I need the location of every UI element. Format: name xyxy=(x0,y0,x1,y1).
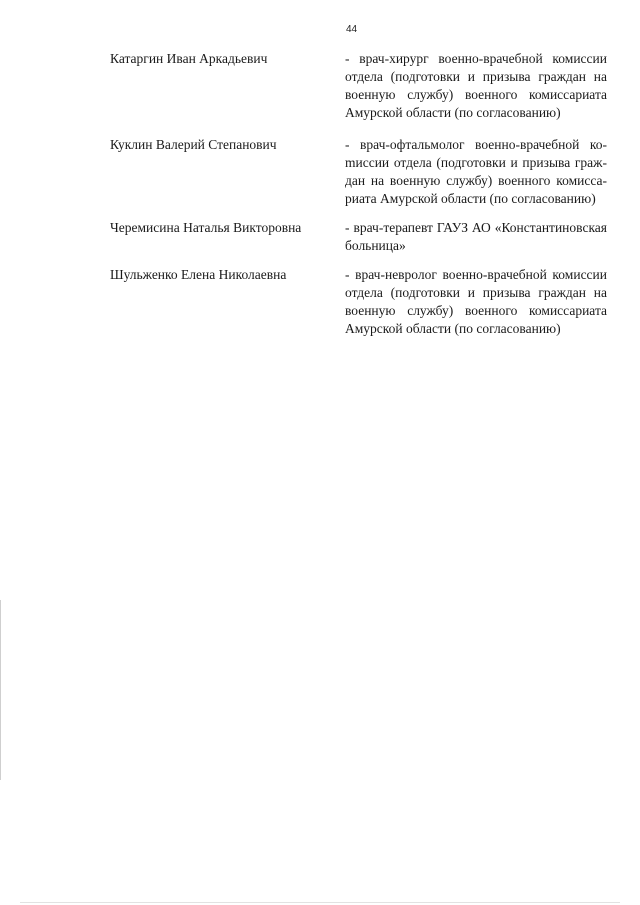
person-name: Черемисина Наталья Викторовна xyxy=(110,220,302,235)
person-role: - врач-терапевт ГАУЗ АО «Константиновская больница» xyxy=(345,220,607,253)
person-name: Катаргин Иван Аркадьевич xyxy=(110,51,268,66)
scan-edge-left xyxy=(0,600,1,780)
scan-edge-bottom xyxy=(20,902,620,903)
page-number: 44 xyxy=(346,24,358,35)
person-role: - врач-офтальмолог военно-врачебной коmиссии отдела (подготовки и призыва граждан на военную службу) военного комиссариата Амурской области (по согласованию) xyxy=(345,137,607,206)
person-name: Куклин Валерий Степанович xyxy=(110,137,277,152)
person-name: Шульженко Елена Николаевна xyxy=(110,267,287,282)
person-role: - врач-невролог военно-врачебной комиссии отдела (подготовки и призыва граждан на военную службу) военного комиссариата Амурской области (по согласованию) xyxy=(345,267,607,336)
person-role: - врач-хирург военно-врачебной комиссии отдела (подготовки и призыва граждан на военную службу) военного комиссариата Амурской области (по согласованию) xyxy=(345,51,607,120)
